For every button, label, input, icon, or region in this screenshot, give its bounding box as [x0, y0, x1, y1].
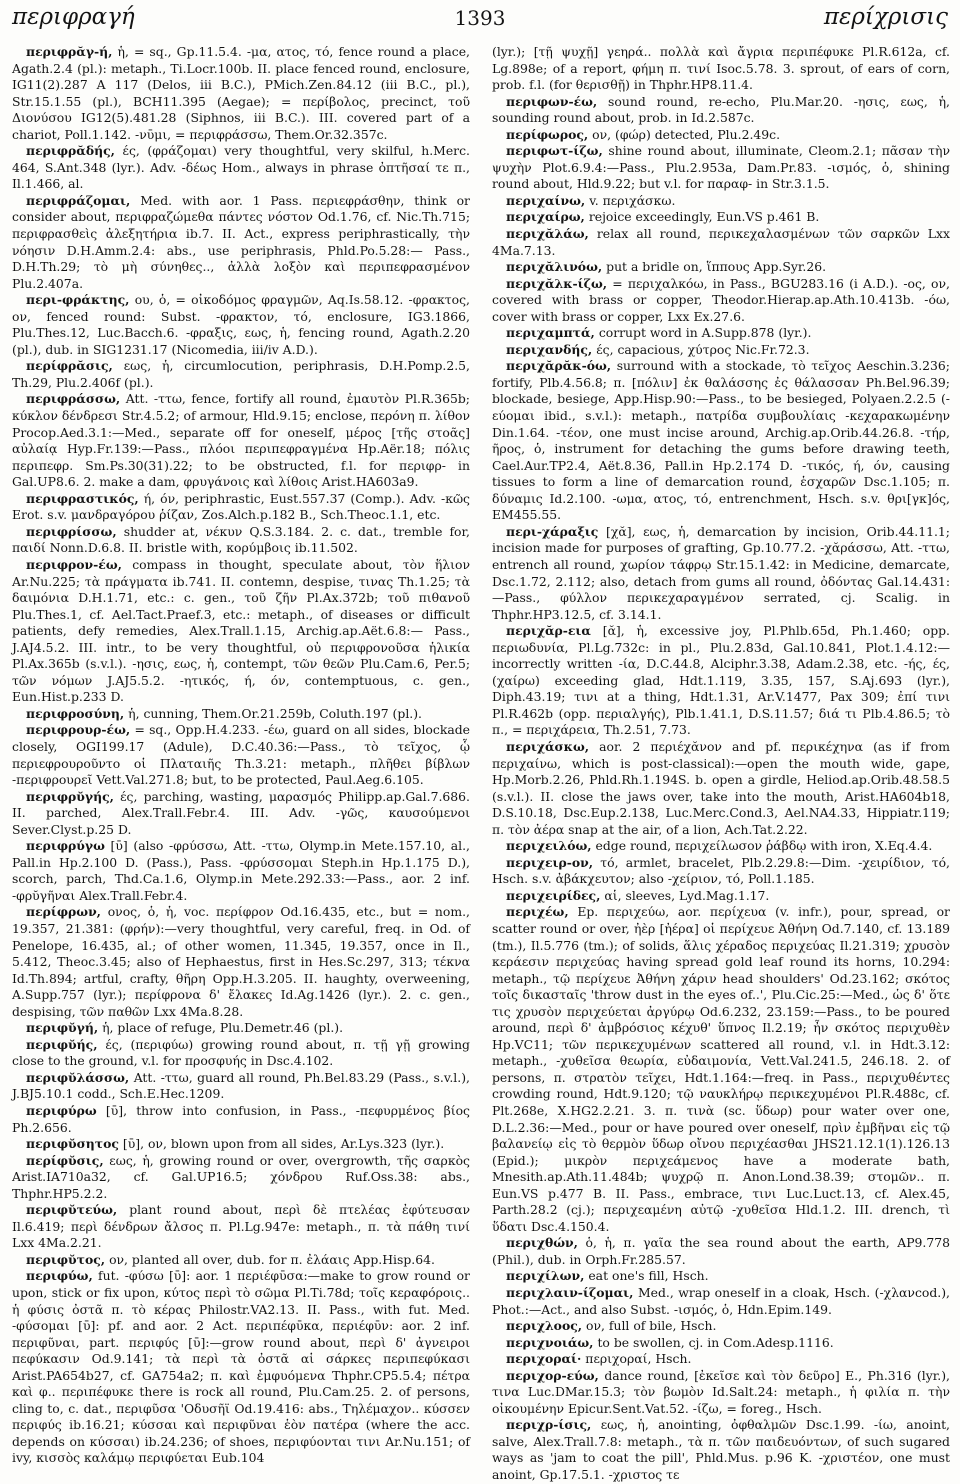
entry-text: Att. -ττω, fence, fortify all round, ἐμαυτὸν Pl.R.365b; κύκλον δένδρεσι Str.4.5.2; of armour, Hld.9.15; enclose, περόνη π. λίθον Procop.Aed.3.1:—Med., separate off for oneself, μέρος [τῆς στοᾶς] αὐλαίᾳ Hyp.Fr.139:—Pass., πλόοι περιπεφραγμένα Hp.Aër.18; πόλις περιπεφρ. Sm.Ps.30(31).22; to be obstructed, f.l. for περιφρ- in Gal.UP8.6. 2. make a dam, φρυγάνοις καὶ λίθοις Arist.HA603a9.: [12, 391, 470, 490]
entry-text: [ῡ], ον, blown upon from all sides, Ar.Lys.323 (lyr.).: [122, 1136, 445, 1152]
dictionary-entry: [492, 1417, 950, 1483]
entry-headword: περιχίλων,: [506, 1268, 585, 1284]
dictionary-entry: [492, 358, 950, 523]
entry-headword: περιφῠσητος: [26, 1136, 119, 1152]
entry-headword: περίφρων,: [26, 904, 101, 920]
page-header: [12, 4, 948, 38]
dictionary-entry: [12, 557, 470, 706]
entry-text: ον, full of bile, Hsch.: [586, 1318, 717, 1334]
dictionary-entry: [492, 1335, 950, 1352]
entry-text: ἡ, = sq., Gp.11.5.4. -μα, ατος, τό, fence round a place, Agath.2.4 (pl.): metaph., Ti.Locr.100b. II. place fenced round, enclosure, IG11(2).287 A 117 (Delos, iii B.C.), PMich.Zen.84.12 (iii B.C., pl.), Str.15.1.55 (pl.), BCH11.395 (Aegae); = περίβολος, precinct, τοῦ Διονύσου IG12(5).481.28 (Siphnos, iii B.C.). III. covered part of a chariot, Poll.1.142. -νῡμι, = περιφράσσω, Them.Or.32.357c.: [12, 44, 470, 142]
dictionary-entry: [12, 143, 470, 193]
entry-text: aor. 2 περιέχᾰνον and pf. περικέχηνα (as if from περιχαίνω, which is post-classical):—open the mouth wide, gape, Hp.Morb.2.26, Phld.Rh.1.194S. b. open a girdle, Heliod.ap.Orib.48.58.5 (s.v.l.). II. close the jaws over, take into the mouth, Arist.HA604b18, D.S.10.18, Dsc.Eup.2.138, Luc.Merc.Cond.3, Ael.NA4.33, Hippiatr.119; π. τὸν ἀέρα snap at the air, of a lion, Ach.Tat.2.22.: [492, 738, 950, 837]
dictionary-entry: [492, 143, 950, 193]
dictionary-entry: [492, 1318, 950, 1335]
dictionary-entry: [12, 1202, 470, 1252]
dictionary-entry: [492, 838, 950, 855]
dictionary-entry: [492, 1351, 950, 1368]
entry-headword: περιφωτ-ίζω,: [506, 143, 603, 159]
dictionary-entry: [12, 789, 470, 839]
dictionary-entry: [12, 904, 470, 1020]
entry-text: ές, parching, wasting, μαρασμός Philipp.ap.Gal.7.686. II. parched, Alex.Trall.Febr.4. III. Adv. -γῶς, καυσούμενοι Sever.Clyst.p.25 D.: [12, 788, 470, 837]
entry-text: ή, όν, periphrastic, Eust.557.37 (Comp.). Adv. -κῶς Erot. s.v. μανδραγόρου ῥίζαν, Zos.Alch.p.182 B., Sch.Theoc.1.1, etc.: [12, 490, 470, 523]
dictionary-entry: [492, 342, 950, 359]
entry-headword: περιχαίρω,: [506, 209, 585, 225]
dictionary-entry: [12, 1268, 470, 1467]
entry-headword: περιφράζομαι,: [26, 192, 131, 208]
entry-headword: περιχρ-ίσις,: [506, 1417, 592, 1433]
dictionary-entry: [492, 1368, 950, 1418]
entry-text: [ῡ], throw into confusion, in Pass., -πεφυρμένος βίος Ph.2.656.: [12, 1103, 470, 1135]
entry-text: shudder at, νέκυν Q.S.3.184. 2. c. dat., tremble for, παιδί Nonn.D.6.8. II. bristle with, κορύμβοις ib.11.502.: [12, 523, 470, 556]
entry-headword: περιφράσσω,: [26, 391, 121, 407]
entry-text: fut. -φύσω [ῡ]: aor. 1 περιέφῡσα:—make to grow round or upon, stick or fix upon, κύτος περὶ τὸ σῶμα Pl.Ti.78d; τοῖς κεραφόροις.. ἡ φύσις ὀστᾶ π. τὸ κέρας Philostr.VA2.13. II. Pass., with fut. Med. -φύσομαι [ῡ]: pf. and aor. 2 Act. περιπέφῡκα, περιέφῡν: aor. 2 inf. περιφῦναι, part. περιφύς [ῡ]:—grow round about, περὶ δ' ἀγνειροι πεφύκασιν Od.9.141; τὰ περὶ τὰ ὀστᾶ αἱ σάρκες περιπεφύκασι Arist.PA654b27, cf. GA754a2; π. καὶ ἐμφυόμενα Thphr.CP5.5.4; πέτρα καὶ φ.. περιπέφυκε there is rock all round, Plu.Cam.25. 2. of persons, cling to, c. dat., περιφῦσα 'Οδυσῆϊ Od.19.416: abs., Τηλέμαχον.. κύσσεν περιφύς ib.16.21; κύσσαι καὶ περιφῦναι ἑὸν πατέρα (where the acc. depends on κύσσαι) ib.24.236; of shoes, περιφύονται τινι Ar.Nu.151; of ivy, κισσὸς καλάμῳ περιφύεται Eub.104: [12, 1268, 470, 1466]
entry-headword: περιφραστικός,: [26, 490, 139, 506]
entry-headword: περιχαμπτά,: [506, 325, 595, 341]
entry-headword: περιχειρ-ον,: [506, 854, 594, 870]
dictionary-entry: [12, 1037, 470, 1070]
dictionary-entry: [492, 1285, 950, 1318]
dictionary-entry: [12, 706, 470, 723]
entry-headword: περιφρίσσω,: [26, 523, 117, 539]
dictionary-entry: [12, 391, 470, 490]
entry-headword: περιχοραί·: [506, 1351, 582, 1367]
entry-text: ές, capacious, χύτρος Nic.Fr.72.3.: [596, 341, 810, 357]
entry-headword: περιφων-έω,: [506, 93, 598, 109]
entry-text: v. περιχάσκω.: [589, 192, 676, 208]
entry-text: ές, (φράζομαι) very thoughtful, very skilful, h.Merc. 464, S.Ant.348 (lyr.). Adv. -δέως Hom., always in phrase ὀπτῆσαί τε π., Il.1.466, al.: [12, 143, 470, 192]
entry-text: Ep. περιχεύω, aor. περίχευα (v. infr.), pour, spread, or scatter round or over, ἠὲρ [ἠέρα] οἱ περίχευε Ἀθήνη Od.7.140, cf. 13.189 (tm.), Il.5.776 (tm.); of solids, ἅλις χέραδος περιχεύας Il.21.319; χρυσὸν κεράεσιν περιχεύας having spread gold leaf round its horns, 10.294: metaph., τῷ περίχευε Ἀθήνη χάριν head shoulders' Od.23.162; σκότος τοῖς δικασταῖς 'throw dust in the eyes of..', Plu.Cic.25:—Med., ὡς δ' ὅτε τις χρυσὸν περιχεύεται ἀργύρῳ Od.6.232, 23.159:—Pass., to be poured around, περὶ δ' ἀμβρόσιος κέχυθ' ὕπνος Il.2.19; ἦν σκότος περιχυθὲν Hp.VC11; τῶν περικεχυμένων scattered all round, v.l. in Hdt.3.12: metaph., -χυθεῖσα θεωρία, εὐδαιμονία, Vett.Val.241.5, 246.18. 2. of persons, π. στρατὸν τεῖχει, Hdt.1.164:—freq. in Pass., περιχυθέντες crowding round, Hdt.9.120; τῷ ναυκλήρῳ περικεχυμένοι Pl.R.488c, cf. Plt.268e, X.HG2.2.21. 3. π. τινὰ (sc. ὕδωρ) pour water over one, D.L.2.36:—Med., pour or have poured over oneself, πρὶν ἐμβῆναι εἰς τῷ βαλανείῳ εἰς τὸ θερμὸν ὕδωρ οἴνου περιχέασθαι JHS21.12.1(1).126.13 (Epid.); μικρὸν περιχεάμενος have a moderate bath, Mnesith.ap.Ath.11.484b; ψυχρῷ π. Anon.Lond.38.39; στομῶν.. π. Eun.VS p.477 B. II. Pass., embrace, τινι Luc.Luct.13, cf. Alex.45, Parth.28.2 (cj.); περιχεαμένη αὐτῷ -χυθεῖσα Hld.1.2. III. drench, τὶ ὕδατι Dsc.4.150.4.: [492, 904, 950, 1234]
entry-headword: περιφῠής,: [26, 1036, 98, 1052]
dictionary-entry: [12, 491, 470, 524]
entry-headword: περίφῠσις,: [26, 1152, 104, 1168]
entry-text: ον, (φώρ) detected, Plu.2.49c.: [592, 126, 781, 142]
entry-text: compass in thought, speculate about, τὸν ἥλιον Ar.Nu.225; τὰ πράγματα ib.741. II. contemn, despise, τινας Th.1.25; τὰ δαιμόνια D.H.1.71, etc.: c. gen., τοῦ ζῆν Pl.Ax.372b; τοῦ πιθανοῦ Plu.Thes.1, cf. Ael.Tact.Praef.3, etc.: metaph., of diseases or difficult patients, defy remedies, Alex.Trall.1.15, Archig.ap.Aët.6.8:— Pass., J.AJ4.5.2. III. intr., to be very thoughtful, οὐ περιφρονοῦσα ἡλικία Pl.Ax.365b (s.v.l.). -ησις, εως, ἡ, contempt, τῶν θεῶν Plu.Cam.6, Per.5; τῶν νόμων J.AJ5.5.2. -ητικός, ή, όν, contemptuous, c. gen., Eun.Hist.p.233 D.: [12, 556, 470, 705]
entry-text: [ῡ] (also -φρύσσω, Att. -ττω, Olymp.in Mete.157.10, al., Pall.in Hp.2.100 D. (Pass.), Pass. -φρύσσομαι Steph.in Hp.1.175 D.), scorch, parch, Thd.Ca.1.6, Olymp.in Mete.292.33:—Pass., aor. 2 inf. -φρῠγῆναι Alex.Trall.Febr.4.: [12, 838, 470, 903]
left-running-head: περιφραγή: [12, 4, 135, 30]
entry-headword: περιχᾰλινόω,: [506, 259, 603, 275]
entry-text: εως, ἡ, circumlocution, periphrasis, D.H.Pomp.2.5, Th.29, Plu.2.406f (pl.).: [12, 358, 470, 390]
entry-headword: περιχλαιν-ίζομαι,: [506, 1285, 634, 1301]
dictionary-entry: [12, 1252, 470, 1269]
entry-headword: περιφύω,: [26, 1268, 93, 1284]
dictionary-entry: [492, 209, 950, 226]
entry-headword: περιχᾰλάω,: [506, 226, 589, 242]
dictionary-entry: [492, 739, 950, 838]
entry-headword: περιφύρω: [26, 1103, 97, 1118]
entry-headword: περιφρᾰγ-ή,: [26, 44, 113, 59]
entry-text: (lyr.); [τῇ ψυχῇ] γεηρά.. πολλὰ καὶ ἄγρια περιπέφυκε Pl.R.612a, cf. Lg.898e; of a report, φήμη π. τινί Isoc.5.78. 3. sprout, of ears of corn, prob. f.l. (for θερισθῇ) in Thphr.HP8.11.4.: [492, 44, 950, 93]
entry-headword: περιφρᾰδής,: [26, 143, 115, 159]
entry-text: dance round, [ἐκεῖσε καὶ τὸν δεῦρο] E., Ph.316 (lyr.), τινα Luc.DMar.15.3; τὸν βωμὸν Id.Salt.24: metaph., ἡ φιλία π. τὴν οἰκουμένην Epicur.Sent.Vat.52. -ίζω, = foreg., Hsch.: [492, 1367, 950, 1416]
entry-headword: περιφρῠγής,: [26, 788, 114, 804]
entry-text: Att. -ττω, guard all round, Ph.Bel.83.29 (Pass., s.v.l.), J.BJ5.10.1 codd., Sch.E.Hec.1209.: [12, 1069, 470, 1102]
entry-headword: περιφῠτος,: [26, 1251, 106, 1267]
entry-text: ονος, ὁ, ἡ, voc. περίφρον Od.16.435, etc., but = nom., 19.357, 21.381: (φρήν):—very thoughtful, very careful, freq. in Od. of Penelope, 16.435, al.; of other women, 11.345, 19.357, once in Il., 5.412, Theoc.3.45; also of Hephaestus, first in Hes.Sc.297, 313; τέκνα Id.Th.894; artful, crafty, θῆρη Opp.H.3.205. II. haughty, overweening, A.Supp.757 (lyr.); περίφρονα δ' ἔλακες Id.Ag.1426 (lyr.). 2. c. gen., despising, τῶν παθῶν Lxx 4Ma.8.28.: [12, 904, 470, 1019]
dictionary-entry: [12, 722, 470, 788]
entry-text: shine round about, illuminate, Cleom.2.1; πᾶσαν τὴν ψυχὴν Plot.6.9.4:—Pass., Plu.2.953a, Dam.Pr.83. -ισμός, ὁ, shining round about, Hld.9.22; but v.l. for παραφ- in Str.3.1.5.: [492, 143, 950, 192]
entry-text: = περιχαλκόω, in Pass., BGU283.16 (i A.D.). -ος, ον, covered with brass or copper, Theodor.Hierap.ap.Ath.10.413b. -όω, cover with brass or copper, Lxx Ex.27.6.: [492, 275, 950, 324]
entry-text: to be swollen, cj. in Com.Adesp.1116.: [597, 1334, 834, 1350]
dictionary-entry: [492, 1268, 950, 1285]
dictionary-entry: [12, 524, 470, 557]
dictionary-entry: [492, 524, 950, 623]
dictionary-entry: [492, 259, 950, 276]
entry-text: = sq., Opp.H.4.233. -έω, guard on all sides, blockade closely, OGI199.17 (Adule), D.C.40.36:—Pass., τὸ τεῖχος, ᾧ περιεφρουροῦντο οἱ Πλαταιῆς Th.3.21: metaph., πλῆθει βίβλων -περιφρουρεῖ Vett.Val.271.8; but, to be protected, Paul.Aeg.6.105.: [12, 722, 470, 788]
dictionary-entry: [492, 855, 950, 888]
entry-text: rejoice exceedingly, Eun.VS p.461 B.: [588, 209, 820, 225]
entry-headword: περιχανδής,: [506, 341, 593, 357]
entry-text: eat one's fill, Hsch.: [588, 1268, 709, 1284]
entry-headword: περίφρᾰσις,: [26, 358, 113, 374]
entry-text: surround with a stockade, τὸ τεῖχος Aeschin.3.236; fortify, Plb.4.56.8; π. [πόλιν] ἐκ θαλάσσης ἐς θάλασσαν Ph.Bel.96.39; blockade, besiege, App.Hisp.90:—Pass., to be besieged, Polyaen.2.2.5 (-εύομαι ibid., s.v.l.): metaph., πατρίδα συμβουλίαις -κεχαρακωμένην Din.1.64. -τέον, one must incise around, Archig.ap.Orib.44.26.8. -τήρ, ῆρος, ὁ, instrument for detaching the gums before drawing teeth, Cael.Aur.TP2.4, Aët.8.36, Pall.in Hp.2.174 D. -τικός, ή, όν, causing tissues to form a line of demarcation round, ἑσχαρῶν Dsc.1.105; π. δύναμις Id.2.100. -ωμα, ατος, τό, entrenchment, Hsch. s.v. θρι[γκ]ός, EM455.55.: [492, 358, 950, 523]
dictionary-entry: [12, 292, 470, 358]
entry-text: corrupt word in A.Supp.878 (lyr.).: [598, 325, 812, 341]
dictionary-entry: [492, 325, 950, 342]
entry-text: εως, ἡ, anointing, ὀφθαλμῶν Dsc.1.99. -ίω, anoint, salve, Alex.Trall.7.8: metaph., τὰ π. τῶν παιδευόντων, of such sugared ways as 'jam to coat the pill', Phld.Mus. p.96 K. -χριστέον, one must anoint, Gp.17.5.1. -χριστος τε: [492, 1417, 950, 1483]
entry-text: Med. with aor. 1 Pass. περιεφράσθην, think or consider about, περιφραζώμεθα πάντες νόστον Od.1.76, cf. Nic.Th.715; περιφρασθεὶς ἀλεξητήρια ib.7. II. Act., express periphrastically, τὴν νόησιν D.H.Amm.2.4: abs., use periphrasis, Phld.Po.5.28:— Pass., D.H.Th.29; τὸ μὴ σύνηθες.., ἀλλὰ λοξὸν καὶ περιπεφρασμένον Plu.2.407a.: [12, 192, 470, 291]
entry-text: ὁ, ἡ, π. γαῖα the sea round about the earth, AP9.778 (Phil.), dub. in Orph.Fr.285.57.: [492, 1235, 950, 1267]
dictionary-entry: [492, 94, 950, 127]
entry-headword: περιφῠτεύω,: [26, 1202, 118, 1218]
right-running-head: περίχρισις: [823, 4, 948, 30]
entry-headword: περι-φράκτης,: [26, 292, 130, 308]
entry-text: [ᾰ], ἡ, excessive joy, Pl.Phlb.65d, Ph.1.460; opp. περιωδυνία, Pl.Lg.732c: in pl., Plu.2.83d, Gal.10.841, Plot.1.4.12:—incorrectly written -ία, D.C.44.8, Alciphr.3.38, Adam.2.38, etc. -ής, ές, (χαίρω) exceeding glad, Hdt.1.119, 3.35, 157, S.Aj.693 (lyr.), Diph.43.19; τινι at a thing, Hdt.1.31, Ar.V.1477, Pax 309; ἐπί τινι Pl.R.462b (opp. περιαλγής), Plb.1.41.1, D.S.11.57; διά τι Plb.4.86.5; τὸ π., = περιχάρεια, Th.2.51, 7.73.: [492, 623, 950, 738]
entry-headword: περιχέω,: [506, 904, 569, 920]
dictionary-entry: [12, 1136, 470, 1153]
entry-headword: περιφρον-έω,: [26, 556, 122, 572]
entry-headword: περιχαίνω,: [506, 192, 586, 208]
entry-headword: περι-χάραξις: [506, 523, 599, 539]
entry-headword: περιχᾰλκ-ίζω,: [506, 275, 608, 291]
dictionary-entry: [492, 226, 950, 259]
entry-text: τό, armlet, bracelet, Plb.2.29.8:—Dim. -χειρίδιον, τό, Hsch. s.v. ἀβάκχευτον; also -χείριον, τό, Poll.1.185.: [492, 854, 950, 887]
entry-headword: περιχθών,: [506, 1235, 578, 1251]
entry-text: Med., wrap oneself in a cloak, Hsch. (-χλανcod.), Phot.:—Act., and also Subst. -ισμός, ὁ, Hdn.Epim.149.: [492, 1285, 950, 1317]
entry-headword: περιχᾰρᾰκ-όω,: [506, 358, 612, 374]
dictionary-entry: [492, 888, 950, 905]
dictionary-entry: [12, 838, 470, 904]
entry-headword: περίφωρος,: [506, 126, 589, 142]
dictionary-entry: [12, 44, 470, 143]
dictionary-entry: [12, 1070, 470, 1103]
entry-text: sound round, re-echo, Plu.Mar.20. -ησις, εως, ἡ, sounding round about, prob. in Id.2.587c.: [492, 93, 950, 126]
entry-headword: περιφρύγω: [26, 838, 105, 854]
dictionary-entry: [492, 193, 950, 210]
entry-text: edge round, περιχείλωσον ῥάβδῳ with iron, X.Eq.4.4.: [595, 838, 933, 854]
entry-headword: περιχορ-εύω,: [506, 1367, 599, 1383]
dictionary-entry: [492, 127, 950, 144]
dictionary-entry: [492, 44, 950, 94]
dictionary-entry: [492, 623, 950, 739]
entry-headword: περιφῠγή,: [26, 1020, 99, 1036]
entry-headword: περιχνοιάω,: [506, 1334, 594, 1350]
entry-text: αἱ, sleeves, Lyd.Mag.1.17.: [604, 887, 770, 903]
right-column: [492, 44, 950, 1483]
left-column: [12, 44, 470, 1466]
entry-text: ον, planted all over, dub. for π. ἐλάαις App.Hisp.64.: [109, 1251, 435, 1267]
entry-headword: περιχειλόω,: [506, 838, 592, 854]
dictionary-entry: [492, 1235, 950, 1268]
dictionary-entry: [12, 1103, 470, 1136]
dictionary-entry: [492, 904, 950, 1235]
entry-text: plant round about, περὶ δὲ πτελέας ἐφύτευσαν Il.6.419; περὶ δένδρων ἄλσος π. Pl.Lg.947e: metaph., π. τὰ πάθη τινί Lxx 4Ma.2.21.: [12, 1202, 470, 1251]
entry-text: ου, ὁ, = οἰκοδόμος φραγμῶν, Aq.Is.58.12. -φρακτος, ον, fenced round: Subst. -φρακτον, τό, enclosure, IG3.1866, Plu.Thes.12, Luc.Bacch.6. -φραξις, εως, ἡ, fencing round, Agath.2.20 (pl.), dub. in SIG1231.17 (Nicomedia, iii/iv A.D.).: [12, 292, 470, 357]
entry-headword: περιφῠλάσσω,: [26, 1069, 130, 1085]
entry-headword: περιχειρίδες,: [506, 887, 601, 903]
entry-headword: περιφρουρ-έω,: [26, 722, 131, 738]
page-number: 1393: [454, 6, 506, 30]
entry-text: εως, ἡ, growing round or over, overgrowth, τῆς σαρκὸς Arist.IA710a32, cf. Gal.UP16.5; χόνδρου Ruf.Oss.38: abs., Thphr.HP5.2.2.: [12, 1152, 470, 1201]
dictionary-entry: [12, 358, 470, 391]
entry-headword: περιχάσκω,: [506, 738, 590, 754]
entry-text: ἡ, place of refuge, Plu.Demetr.46 (pl.).: [102, 1020, 344, 1036]
entry-text: relax all round, περικεχαλασμένων τῶν σαρκῶν Lxx 4Ma.7.13.: [492, 226, 950, 258]
dictionary-entry: [492, 276, 950, 326]
dictionary-entry: [12, 1153, 470, 1203]
entry-headword: περιχᾰρ-εια: [506, 623, 591, 639]
entry-text: ές, (περιφύω) growing round about, π. τῇ γῇ growing close to the ground, v.l. for προσφυής in Dsc.4.102.: [12, 1036, 470, 1069]
entry-text: περιχοραί, Hsch.: [585, 1351, 692, 1367]
entry-text: put a bridle on, ἵππους App.Syr.26.: [606, 259, 827, 275]
entry-headword: περιχλοος,: [506, 1318, 583, 1334]
dictionary-entry: [12, 1020, 470, 1037]
dictionary-entry: [12, 193, 470, 292]
entry-headword: περιφροσύνη,: [26, 705, 125, 721]
entry-text: [χᾰ], εως, ἡ, demarcation by incision, Orib.44.11.1; incision made for purposes of grafting, Gp.10.77.2. -χᾰράσσω, Att. -ττω, entrench all round, χωρίον τάφρῳ Str.15.1.42: in Medicine, demarcate, Dsc.1.72, 2.112; also, detach from gums all round, ὀδόντας Gal.14.431:—Pass., φύλλον περικεχαραγμένον serrated, cj. Scalig. in Thphr.HP3.12.5, cf. 3.14.1.: [492, 523, 950, 622]
entry-text: ἡ, cunning, Them.Or.21.259b, Coluth.197 (pl.).: [128, 705, 423, 721]
